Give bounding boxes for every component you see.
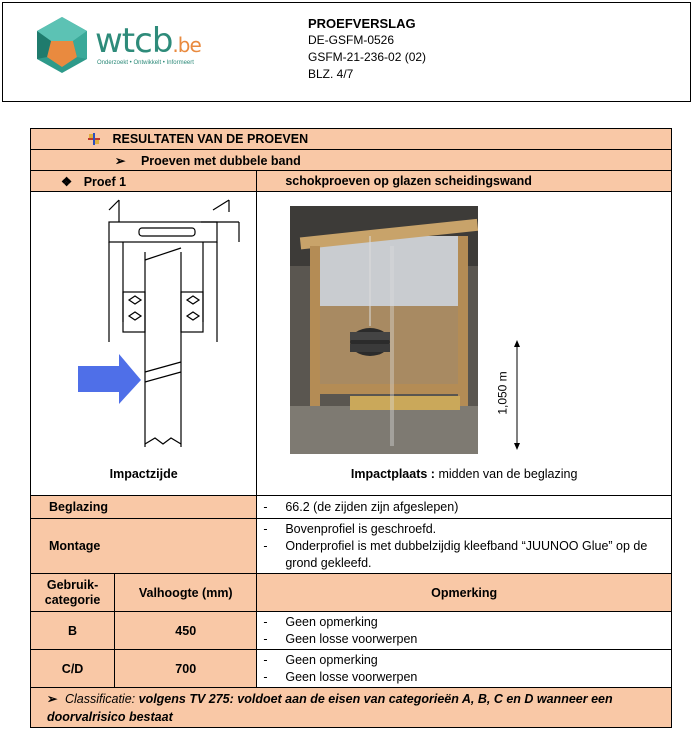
diamond-bullet-icon: ❖ xyxy=(61,174,73,189)
classification-text: volgens TV 275: voldoet aan de eisen van categorieën A, B, C en D wanneer een doorvalrisico bestaat xyxy=(47,691,613,724)
report-ref-1: DE-GSFM-0526 xyxy=(308,33,395,47)
subsection-title: Proeven met dubbele band xyxy=(140,153,301,168)
profile-drawing-cell xyxy=(31,192,257,496)
montage-value-cell xyxy=(257,519,672,574)
remark-line: - Geen losse voorwerpen xyxy=(263,669,665,686)
subsection-title-cell xyxy=(31,150,672,171)
row-category: B xyxy=(31,612,115,650)
classification-cell xyxy=(31,688,672,728)
montage-line-1: - Bovenprofiel is geschroefd. xyxy=(263,521,665,538)
results-table xyxy=(30,128,672,728)
table-row xyxy=(31,612,672,650)
arrow-bullet-icon: ➢ xyxy=(47,691,58,706)
test-label: Proef 1 xyxy=(83,174,127,189)
section-title: RESULTATEN VAN DE PROEVEN xyxy=(112,132,309,146)
dodecahedron-logo-icon xyxy=(33,15,91,75)
classification-label: Classificatie: xyxy=(64,691,136,706)
wtcb-logo xyxy=(33,15,213,79)
beglazing-value-cell xyxy=(257,496,672,519)
logo-tagline: Onderzoekt • Ontwikkelt • Informeert xyxy=(97,60,194,66)
test-setup-photo xyxy=(290,206,478,454)
row-category: C/D xyxy=(31,650,115,688)
beglazing-label: Beglazing xyxy=(31,496,257,519)
photo-cell xyxy=(257,192,672,496)
report-header xyxy=(2,2,691,102)
logo-wordmark: wtcb.be xyxy=(95,21,201,61)
test-desc-cell xyxy=(257,171,672,192)
row-remarks xyxy=(257,612,672,650)
report-title: PROEFVERSLAG xyxy=(308,16,416,31)
impact-side-caption: Impactzijde xyxy=(109,467,178,481)
montage-line-2: - Onderprofiel is met dubbelzijdig kleefband “JUUNOO Glue” op de grond gekleefd. xyxy=(263,538,665,572)
dimension-label: 1,050 m xyxy=(496,371,511,415)
col-header-height: Valhoogte (mm) xyxy=(115,574,257,612)
montage-label: Montage xyxy=(31,519,257,574)
impact-arrow-icon xyxy=(78,354,141,404)
col-header-remark: Opmerking xyxy=(257,574,672,612)
test-description: schokproeven op glazen scheidingswand xyxy=(285,174,532,188)
remark-line: - Geen losse voorwerpen xyxy=(263,631,665,648)
report-meta xyxy=(308,15,426,83)
remark-line: - Geen opmerking xyxy=(263,614,665,631)
col-header-category: Gebruik- categorie xyxy=(31,574,115,612)
row-height: 700 xyxy=(115,650,257,688)
arrow-bullet-icon: ➢ xyxy=(115,153,126,168)
row-height: 450 xyxy=(115,612,257,650)
remark-line: - Geen opmerking xyxy=(263,652,665,669)
impact-location-caption: Impactplaats : midden van de beglazing xyxy=(350,467,578,481)
page-number: BLZ. 4/7 xyxy=(308,67,354,81)
beglazing-value: - 66.2 (de zijden zijn afgeslepen) xyxy=(263,500,665,514)
section-title-cell xyxy=(31,129,672,150)
test-label-cell xyxy=(31,171,257,192)
profile-section-drawing xyxy=(31,192,257,495)
height-dimension xyxy=(495,340,525,450)
row-remarks xyxy=(257,650,672,688)
table-row xyxy=(31,650,672,688)
report-ref-2: GSFM-21-236-02 (02) xyxy=(308,50,427,64)
